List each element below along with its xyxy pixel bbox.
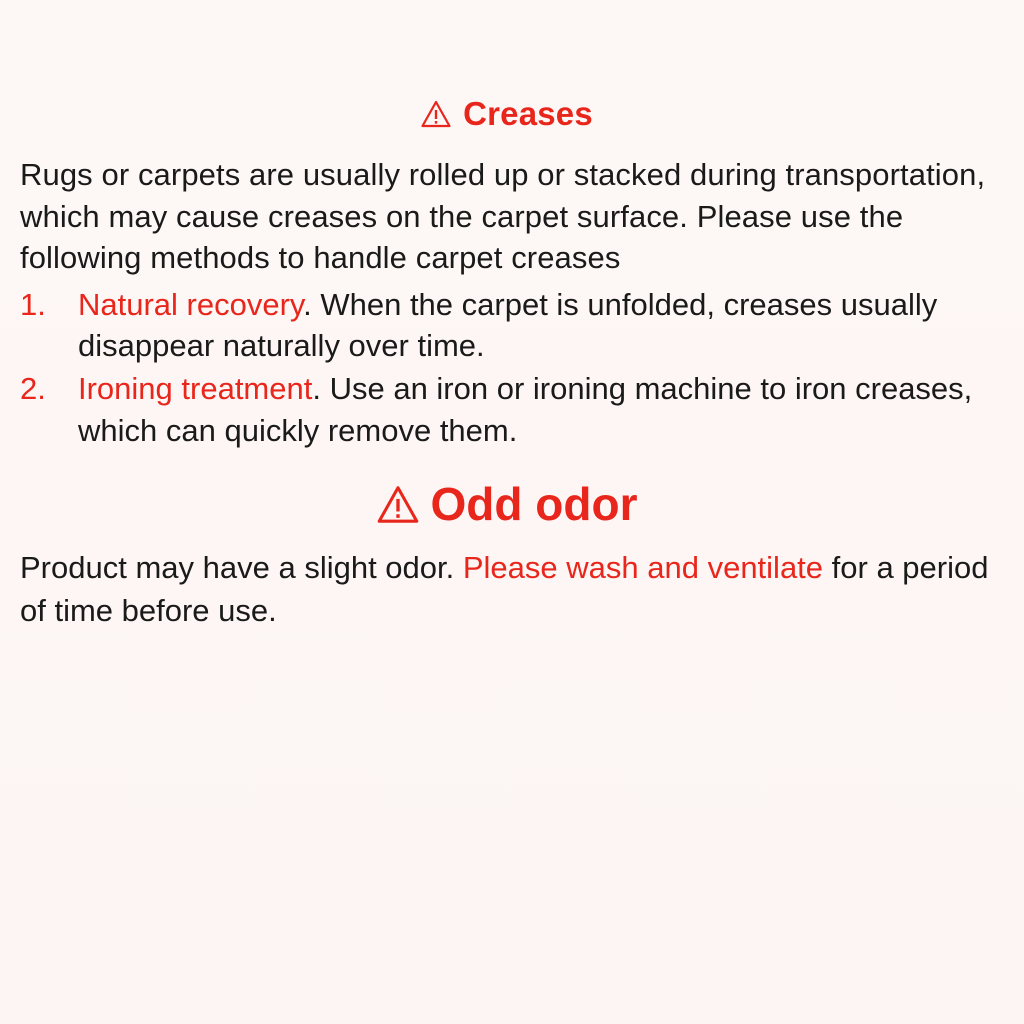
odor-text-end: for a period of time before use. bbox=[20, 550, 989, 629]
step-text: . Use an iron or ironing machine to iron creases, which can quickly remove them. bbox=[78, 371, 973, 448]
section-title-text: Creases bbox=[463, 95, 593, 132]
step-number: 2. bbox=[20, 371, 46, 407]
warning-triangle-icon bbox=[421, 100, 451, 128]
odor-text-highlight: Please wash and ventilate bbox=[462, 550, 824, 586]
creases-intro-paragraph: Rugs or carpets are usually rolled up or stacked during transportation, which may cause creases on the carpet surface. Please use the following methods to handle carpet creases bbox=[20, 157, 986, 275]
odd-odor-paragraph bbox=[20, 547, 994, 633]
warning-triangle-icon bbox=[377, 485, 419, 524]
step-highlight: Natural recovery bbox=[78, 286, 304, 322]
list-item bbox=[20, 284, 994, 366]
step-text: . When the carpet is unfolded, creases usually disappear naturally over time. bbox=[78, 286, 938, 364]
creases-steps-list bbox=[20, 284, 994, 451]
section-heading-odd-odor bbox=[20, 479, 994, 530]
odor-text-start: Product may have a slight odor. bbox=[20, 550, 463, 586]
section-heading-creases bbox=[20, 96, 994, 132]
step-highlight: Ironing treatment bbox=[78, 371, 313, 407]
step-number: 1. bbox=[20, 286, 46, 322]
list-item bbox=[20, 368, 994, 450]
section-title-text: Odd odor bbox=[430, 477, 638, 530]
